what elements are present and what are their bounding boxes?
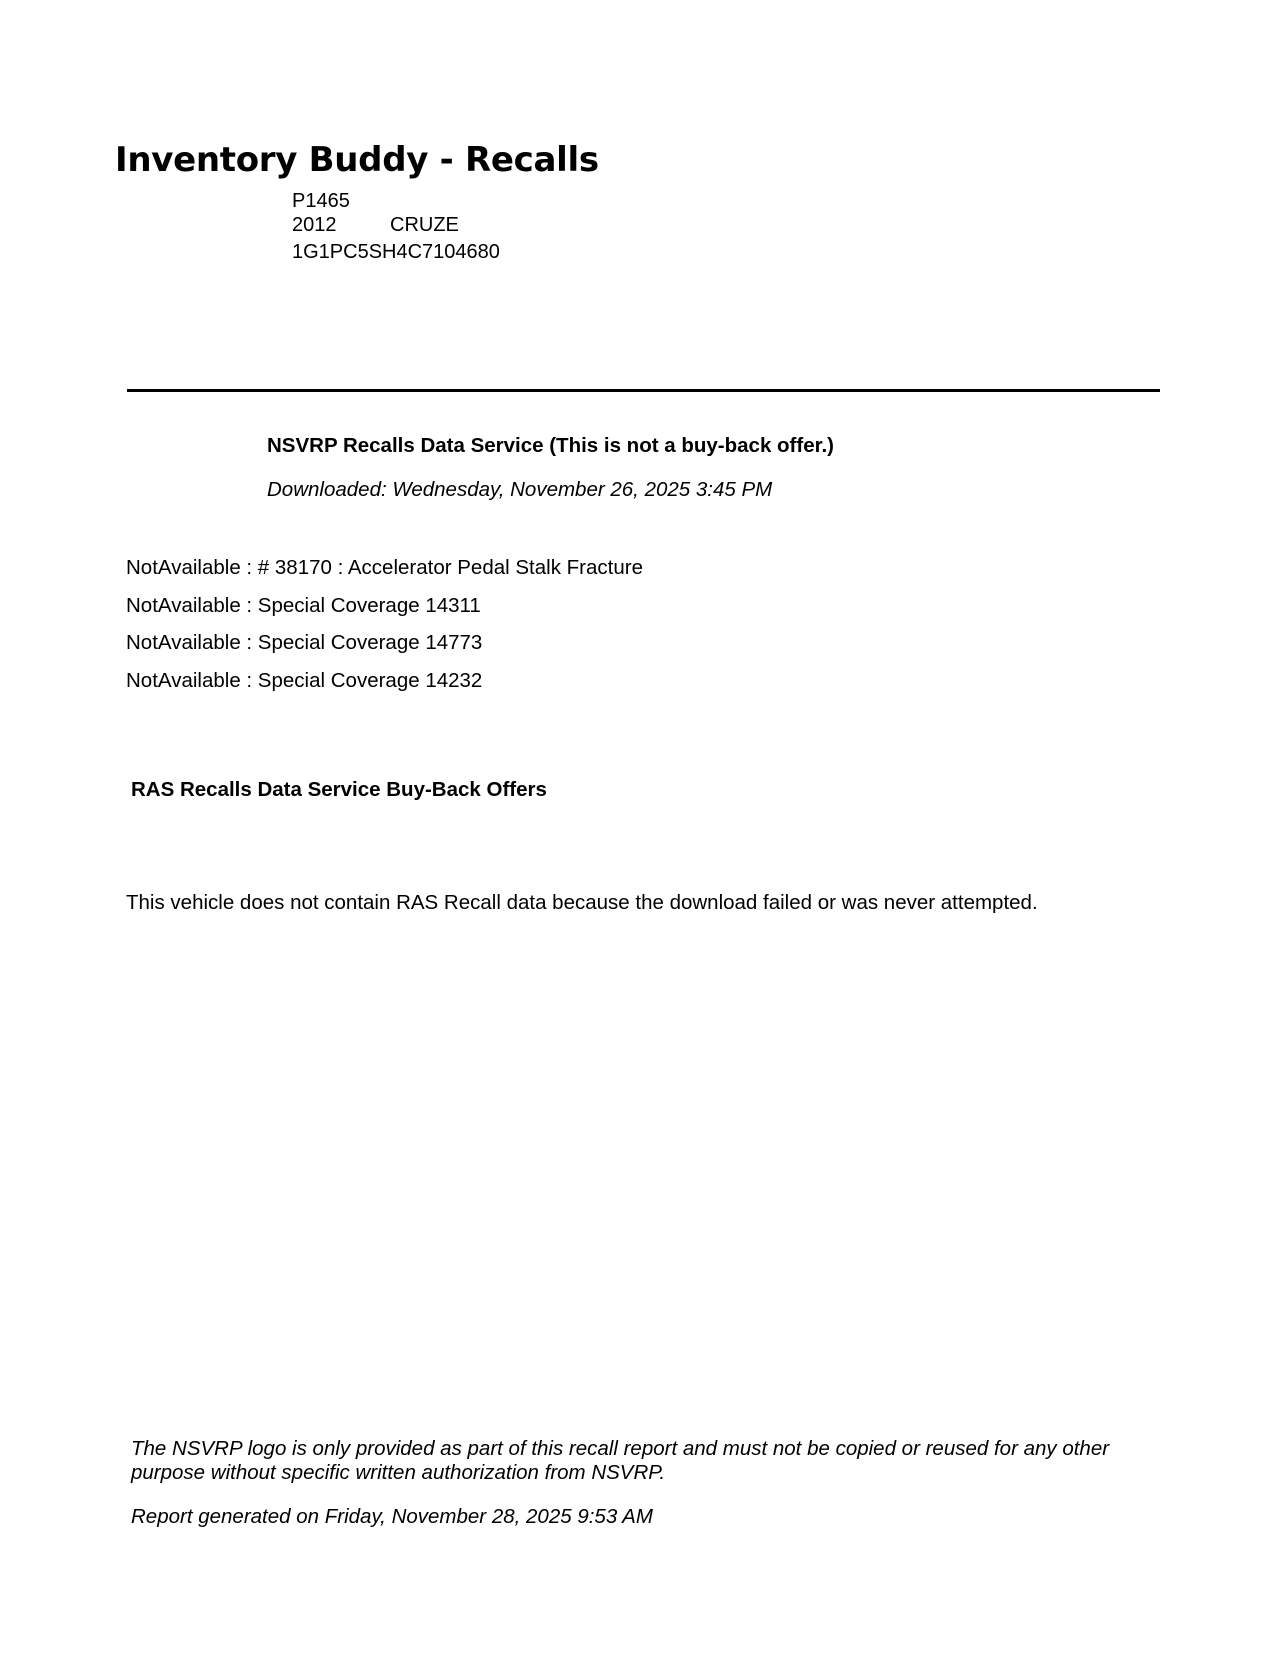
section-divider [127, 389, 1160, 392]
logo-usage-note: The NSVRP logo is only provided as part of this recall report and must not be copied or reused for any other purpose without specific written authorization from NSVRP. [131, 1437, 1110, 1484]
page-title: Inventory Buddy - Recalls [115, 140, 599, 180]
ras-heading: RAS Recalls Data Service Buy-Back Offers [131, 778, 547, 801]
nsvrp-downloaded-timestamp: Downloaded: Wednesday, November 26, 2025 3:45 PM [267, 478, 773, 501]
nsvrp-heading: NSVRP Recalls Data Service (This is not a buy-back offer.) [267, 434, 834, 457]
recall-item: NotAvailable : Special Coverage 14773 [126, 631, 483, 654]
report-generated-timestamp: Report generated on Friday, November 28, 2025 9:53 AM [131, 1505, 653, 1528]
year-value: 2012 [292, 214, 337, 236]
recall-list [126, 554, 643, 704]
stock-number-value: P1465 [292, 190, 350, 212]
recall-item: NotAvailable : Special Coverage 14311 [126, 593, 481, 617]
ras-status-message: This vehicle does not contain RAS Recall data because the download failed or was never attempted. [126, 891, 1038, 914]
vin-number-value: 1G1PC5SH4C7104680 [292, 241, 500, 263]
recall-item: NotAvailable : # 38170 : Accelerator Pedal Stalk Fracture [126, 556, 643, 579]
model-value: CRUZE [390, 214, 459, 236]
recall-item: NotAvailable : Special Coverage 14232 [126, 668, 483, 692]
